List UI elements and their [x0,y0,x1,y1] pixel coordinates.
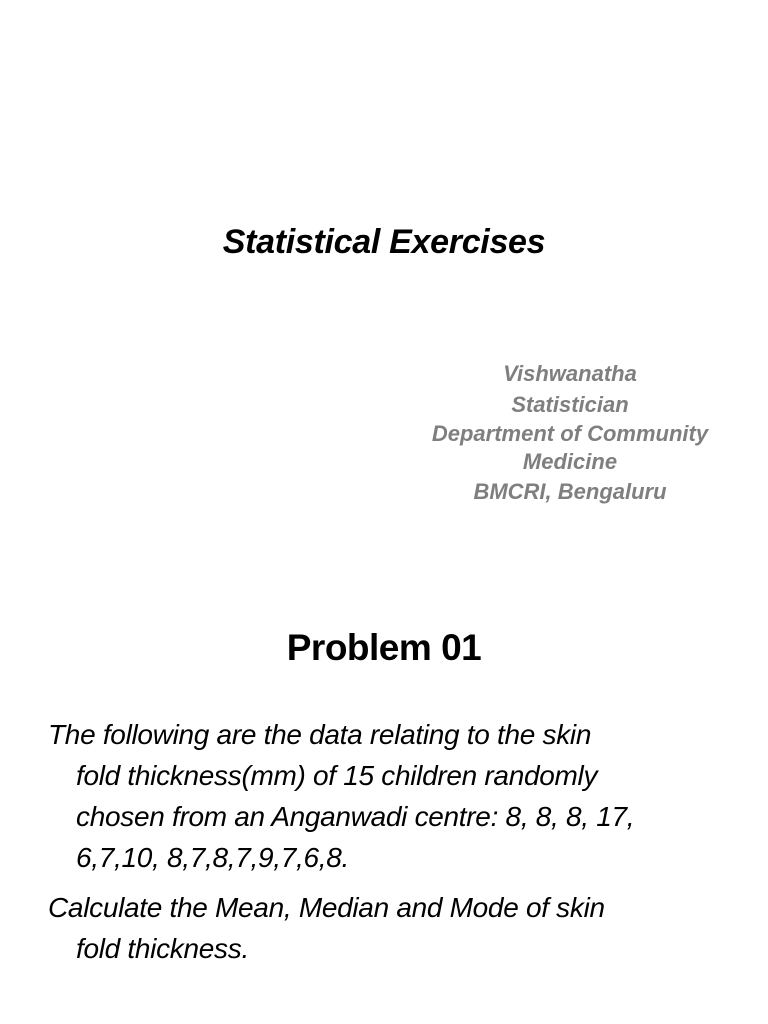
problem-statement-line2: fold thickness(mm) of 15 children randomly [76,760,598,791]
author-department-line2: Medicine [522,449,618,474]
problem-heading: Problem 01 [286,627,482,668]
problem-task [48,887,748,969]
problem-task-line1: Calculate the Mean, Median and Mode of skin [48,892,605,923]
problem-statement-line4: 6,7,10, 8,7,8,7,9,7,6,8. [76,842,350,873]
author-institution: BMCRI, Bengaluru [473,479,667,504]
presentation-title: Statistical Exercises [222,223,546,261]
problem-statement [48,714,748,878]
problem-task-line2: fold thickness. [76,933,249,964]
problem-slide [0,600,768,1024]
author-department-line1: Department of Community [431,421,709,446]
author-name: Vishwanatha [503,361,637,386]
problem-statement-line1: The following are the data relating to the skin [48,719,592,750]
problem-statement-line3: chosen from an Anganwadi centre: 8, 8, 8, 17, [76,801,635,832]
author-block [400,358,740,507]
author-role: Statistician [511,392,629,417]
